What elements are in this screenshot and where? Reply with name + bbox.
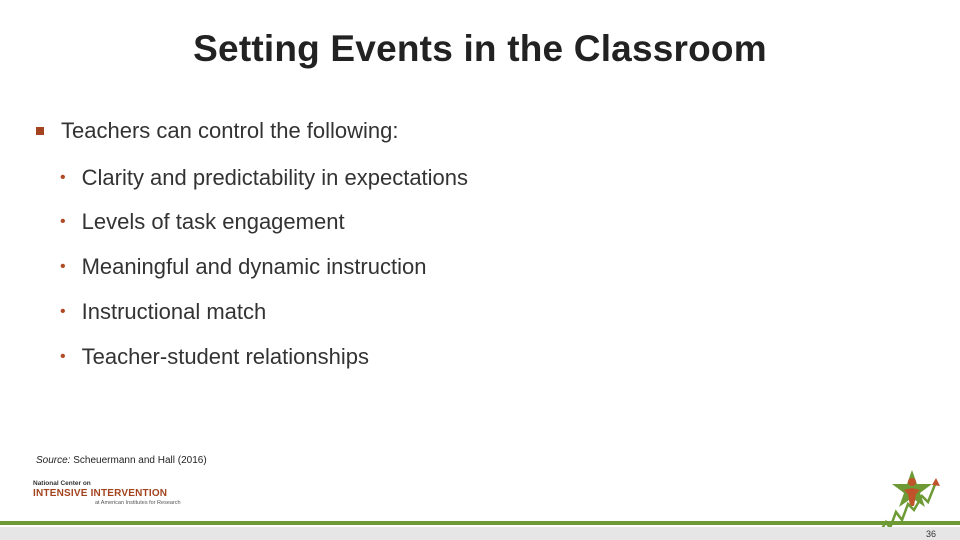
logo-line-3: at American Institutes for Research	[95, 500, 181, 506]
dot-bullet-icon: •	[60, 213, 66, 230]
sub-bullet-2	[60, 209, 345, 235]
main-bullet-text: Teachers can control the following:	[61, 118, 399, 143]
logo-line-2: INTENSIVE INTERVENTION	[33, 488, 168, 499]
organization-logo	[33, 480, 181, 507]
star-figure-logo-icon	[878, 466, 948, 536]
sub-bullet-text: Levels of task engagement	[81, 209, 345, 234]
dot-bullet-icon: •	[60, 258, 66, 275]
source-text: Scheuermann and Hall (2016)	[70, 455, 207, 466]
sub-bullet-text: Clarity and predictability in expectations	[81, 165, 469, 190]
footer-gray-band	[0, 527, 960, 540]
sub-bullet-text: Meaningful and dynamic instruction	[81, 254, 427, 279]
sub-bullet-3	[60, 254, 426, 280]
sub-bullet-text: Teacher-student relationships	[81, 344, 369, 369]
dot-bullet-icon: •	[60, 169, 66, 186]
main-bullet	[36, 118, 399, 144]
source-citation	[36, 455, 207, 466]
dot-bullet-icon: •	[60, 348, 66, 365]
square-bullet-icon	[36, 127, 44, 135]
logo-line-1: National Center on	[33, 480, 91, 487]
sub-bullet-1	[60, 165, 468, 191]
dot-bullet-icon: •	[60, 303, 66, 320]
footer-green-rule	[0, 521, 960, 525]
source-label: Source:	[36, 455, 71, 466]
sub-bullet-text: Instructional match	[81, 299, 267, 324]
page-number: 36	[925, 529, 936, 539]
sub-bullet-5	[60, 344, 369, 370]
slide-title: Setting Events in the Classroom	[193, 28, 767, 69]
sub-bullet-4	[60, 299, 266, 325]
